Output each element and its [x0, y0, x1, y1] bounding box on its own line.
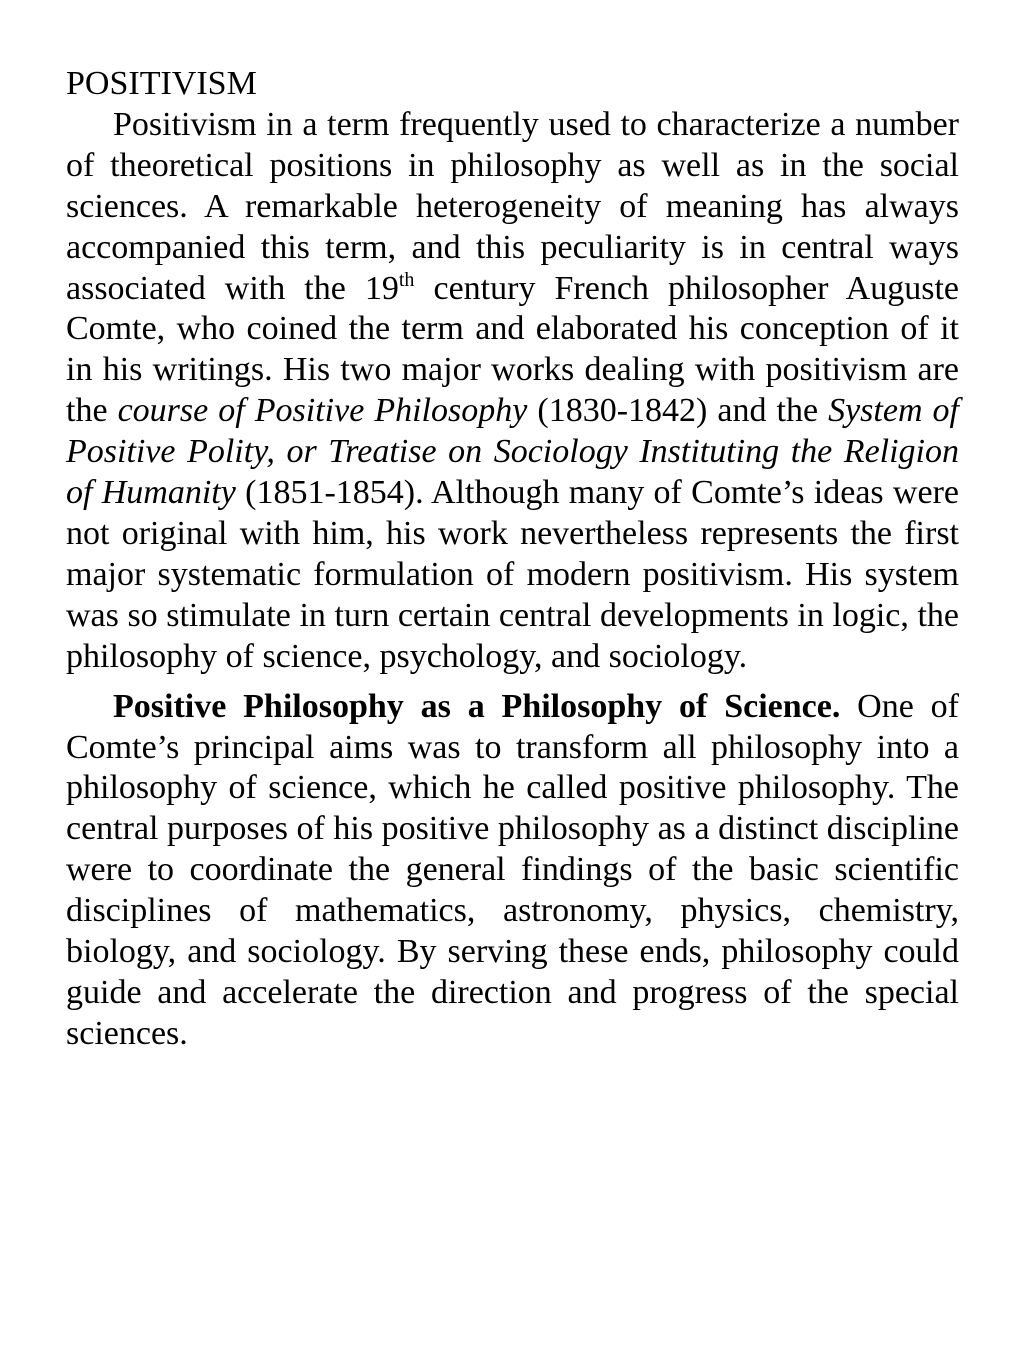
text-segment: Positivism in a term frequently used to characterize a number of theoretical positions in philosophy as well as in the social sciences. A remarkable heterogeneity of meaning has always accompanied this term, and this peculiarity is in central ways associated with the 19 [66, 105, 959, 307]
book-title-course: course of Positive Philosophy [117, 392, 528, 430]
superscript: th [398, 268, 415, 291]
document-title: POSITIVISM [66, 65, 257, 102]
paragraph-intro [66, 105, 959, 678]
section-heading: Positive Philosophy as a Philosophy of Science. [113, 687, 841, 725]
text-segment: (1851-1854). Although many of Comte’s ideas were not original with him, his work nevertheless represents the first major systematic formulation of modern positivism. His system was so stimulate in turn certain central developments in logic, the philosophy of science, psychology, and sociology. [66, 474, 959, 675]
text-segment: century French philosopher Auguste Comte, who coined the term and elaborated his conception of it in his writings. His two major works dealing with positivism are the [66, 269, 959, 430]
document-page [66, 64, 959, 1064]
paragraph-philosophy-of-science [66, 687, 959, 1055]
text-segment: One of Comte’s principal aims was to transform all philosophy into a philosophy of science, which he called positive philosophy. The central purposes of his positive philosophy as a distinct discipline were to coordinate the general findings of the basic scientific disciplines of mathematics, astronomy, physics, chemistry, biology, and sociology. By serving these ends, philosophy could guide and accelerate the direction and progress of the special sciences. [66, 687, 959, 1052]
book-title-system: System of Positive Polity, or Treatise on Sociology Instituting the Religion of Humanity [66, 392, 959, 512]
text-segment: (1830-1842) and the [527, 392, 829, 430]
